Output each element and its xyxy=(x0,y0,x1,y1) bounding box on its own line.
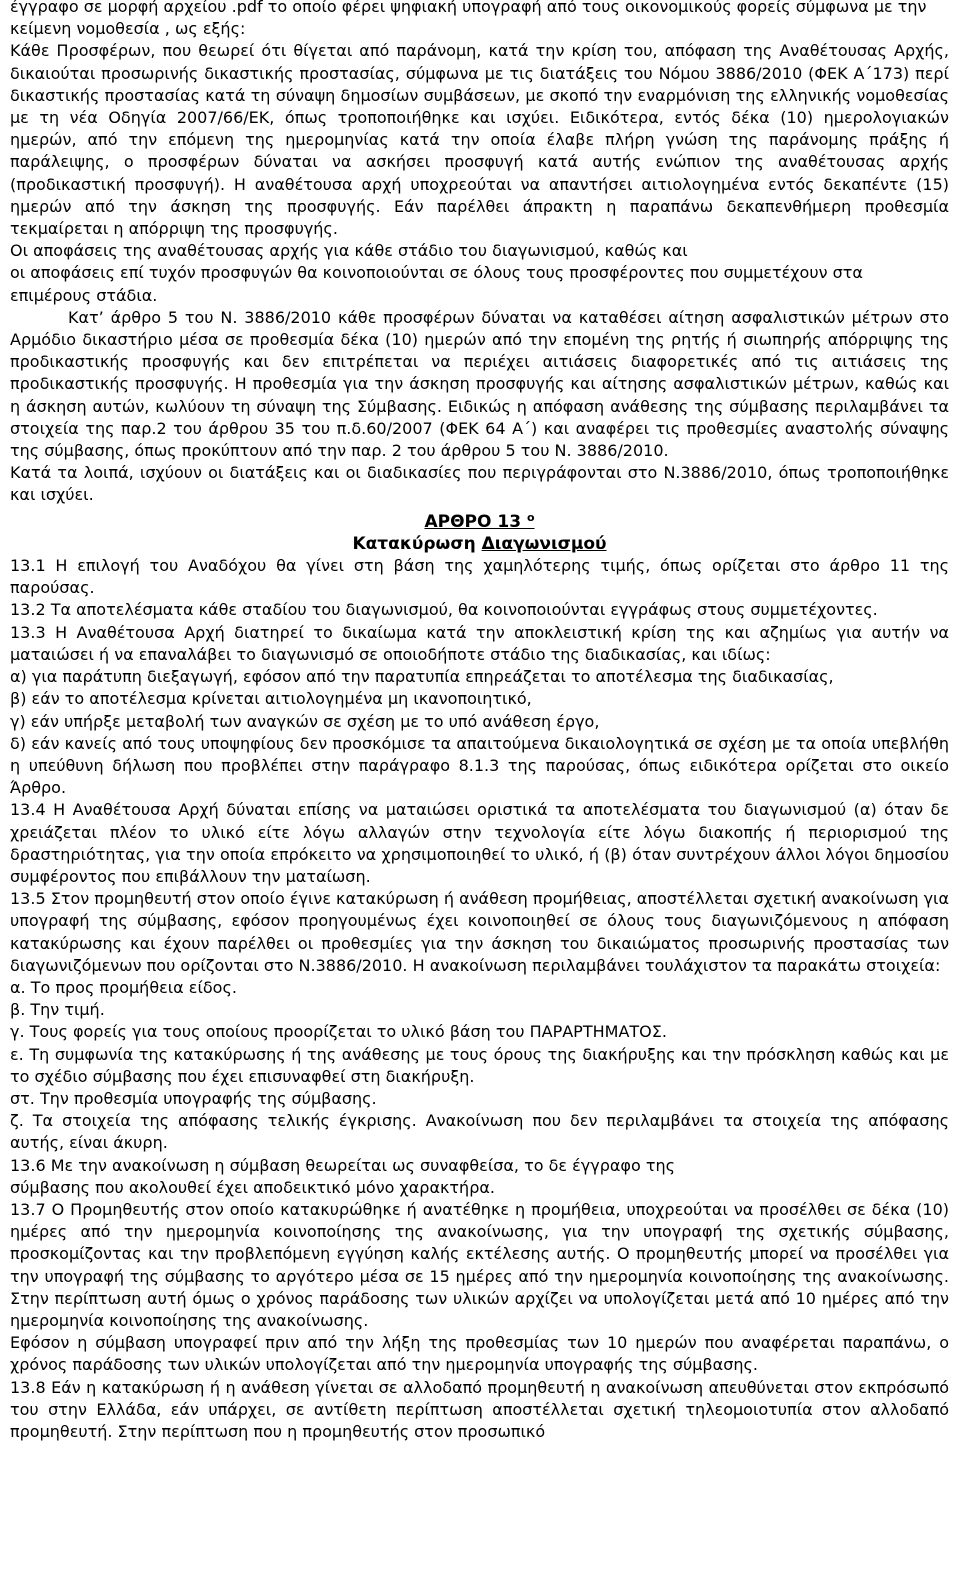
paragraph: 13.2 Τα αποτελέσματα κάθε σταδίου του διαγωνισμού, θα κοινοποιούνται εγγράφως στους συμμετέχοντες. xyxy=(10,600,878,620)
paragraph: ζ. Τα στοιχεία της απόφασης τελικής έγκρισης. Ανακοίνωση που δεν περιλαμβάνει τα στοιχεία της απόφασης αυτής, είναι άκυρη. xyxy=(10,1111,949,1153)
paragraph: γ. Τους φορείς για τους οποίους προορίζεται το υλικό βάση του ΠΑΡΑΡΤΗΜΑΤΟΣ. xyxy=(10,1022,667,1042)
article-number: ΑΡΘΡΟ 13 xyxy=(424,511,522,532)
paragraph: Οι αποφάσεις της αναθέτουσας αρχής για κάθε στάδιο του διαγωνισμού, καθώς και xyxy=(10,241,688,261)
paragraph: γ) εάν υπήρξε μεταβολή των αναγκών σε σχέση με το υπό ανάθεση έργο, xyxy=(10,711,600,731)
paragraph: ε. Τη συμφωνία της κατακύρωσης ή της ανάθεσης με τους όρους της διακήρυξης και την πρόσκληση καθώς και με το σχέδιο σύμβασης που έχει επισυναφθεί στη διακήρυξη. xyxy=(10,1044,949,1086)
paragraph: Εφόσον η σύμβαση υπογραφεί πριν από την λήξη της προθεσμίας των 10 ημερών που αναφέρεται παραπάνω, ο χρόνος παράδοσης των υλικών υπολογίζεται από την ημερομηνία υπογραφής της σύμβασης. xyxy=(10,1333,949,1375)
paragraph: 13.5 Στον προμηθευτή στον οποίο έγινε κατακύρωση ή ανάθεση προμήθειας, αποστέλλεται σχετική ανακοίνωση για υπογραφή της σύμβασης, εφόσον προηγουμένως έχει κοινοποιηθεί σε όλους τους διαγωνιζόμενους η απόφαση κατακύρωσης και έχουν παρέλθει οι προθεσμίες για την άσκηση του δικαιώματος προσωρινής προστασίας των διαγωνιζόμενων που ορίζονται στο Ν.3886/2010. Η ανακοίνωση περιλαμβάνει τουλάχιστον τα παρακάτω στοιχεία: xyxy=(10,889,949,975)
article-title-prefix: Κατακύρωση xyxy=(352,533,482,554)
paragraph: 13.3 Η Αναθέτουσα Αρχή διατηρεί το δικαίωμα κατά την αποκλειστική κρίση της και αζημίως για αυτήν να ματαιώσει ή να επαναλάβει το διαγωνισμό σε οποιοδήποτε στάδιο της διαδικασίας, και ιδίως: xyxy=(10,622,949,664)
paragraph: σύμβασης που ακολουθεί έχει αποδεικτικό μόνο χαρακτήρα. xyxy=(10,1177,495,1197)
paragraph: β. Την τιμή. xyxy=(10,1000,105,1020)
paragraph: 13.6 Με την ανακοίνωση η σύμβαση θεωρείται ως συναφθείσα, το δε έγγραφο της xyxy=(10,1155,676,1175)
paragraph: δ) εάν κανείς από τους υποψηφίους δεν προσκόμισε τα απαιτούμενα δικαιολογητικά σε σχέση με τα οποία υπεβλήθη η υπεύθυνη δήλωση που προβλέπει στην παράγραφο 8.1.3 της παρούσας, όπως ειδικότερα ορίζεται στο οικείο Άρθρο. xyxy=(10,733,949,798)
paragraph: οι αποφάσεις επί τυχόν προσφυγών θα κοινοποιούνται σε όλους τους προσφέροντες που συμμετέχουν στα επιμέρους στάδια. xyxy=(10,263,863,305)
article-number-suffix: ο xyxy=(526,510,535,524)
paragraph: Κατά τα λοιπά, ισχύουν οι διατάξεις και οι διαδικασίες που περιγράφονται στο Ν.3886/2010, όπως τροποποιήθηκε και ισχύει. xyxy=(10,463,949,505)
paragraph: 13.1 Η επιλογή του Αναδόχου θα γίνει στη βάση της χαμηλότερης τιμής, όπως ορίζεται στο άρθρο 11 της παρούσας. xyxy=(10,556,949,598)
paragraph: έγγραφο σε μορφή αρχείου .pdf το οποίο φέρει ψηφιακή υπογραφή από τους οικονομικούς φορείς σύμφωνα με την κείμενη νομοθεσία , ως εξής: xyxy=(10,0,927,39)
paragraph: 13.8 Εάν η κατακύρωση ή η ανάθεση γίνεται σε αλλοδαπό προμηθευτή η ανακοίνωση απευθύνεται στον εκπρόσωπό του στην Ελλάδα, εάν υπάρχει, σε αντίθετη περίπτωση αποστέλλεται σχετική τηλεομοιοτυπία στον αλλοδαπό προμηθευτή. Στην περίπτωση που η προμηθευτής στον προσωπικό xyxy=(10,1377,949,1441)
paragraph: Κατ’ άρθρο 5 του Ν. 3886/2010 κάθε προσφέρων δύναται να καταθέσει αίτηση ασφαλιστικών μέτρων στο Αρμόδιο δικαστήριο μέσα σε προθεσμία δέκα (10) ημερών από την επομένη της ρητής ή σιωπηρής απόρριψης της προδικαστικής προσφυγής και δεν επιτρέπεται να περιέχει αιτιάσεις διαφορετικές από τις αιτιάσεις της προδικαστικής προσφυγής. Η προθεσμία για την άσκηση προσφυγής και αίτησης ασφαλιστικών μέτρων, καθώς και η άσκηση αυτών, κωλύουν τη σύναψη της Σύμβασης. Ειδικώς η απόφαση ανάθεσης της σύμβασης περιλαμβάνει τα στοιχεία της παρ.2 του άρθρου 35 του π.δ.60/2007 (ΦΕΚ 64 Α΄) και αναφέρει τις προθεσμίες αναστολής σύναψης της σύμβασης, όπως προκύπτουν από την παρ. 2 του άρθρου 5 του Ν. 3886/2010. xyxy=(10,307,949,461)
article-title-underlined: Διαγωνισμού xyxy=(481,533,607,554)
article-title xyxy=(10,533,949,555)
paragraph: στ. Την προθεσμία υπογραφής της σύμβασης. xyxy=(10,1088,377,1108)
paragraph: 13.7 Ο Προμηθευτής στον οποίο κατακυρώθηκε ή ανατέθηκε η προμήθεια, υποχρεούται να προσέλθει σε δέκα (10) ημέρες από την ημερομηνία κοινοποίησης της ανακοίνωσης, για την υπογραφή της σχετικής σύμβασης, προσκομίζοντας και την προβλεπόμενη εγγύηση καλής εκτέλεσης αυτής. Ο προμηθευτής μπορεί να προσέλθει για την υπογραφή της σύμβασης το αργότερο μέσα σε 15 ημέρες από την ημερομηνία κοινοποίησης της ανακοίνωσης. Στην περίπτωση αυτή όμως ο χρόνος παράδοσης των υλικών αρχίζει να υπολογίζεται μετά από 10 ημέρες από την ημερομηνία κοινοποίησης της ανακοίνωσης. xyxy=(10,1199,949,1330)
paragraph: α) για παράτυπη διεξαγωγή, εφόσον από την παρατυπία επηρεάζεται το αποτέλεσμα της διαδικασίας, xyxy=(10,667,834,687)
paragraph: α. Το προς προμήθεια είδος. xyxy=(10,977,237,997)
document-body xyxy=(10,0,949,1443)
paragraphs-before-article xyxy=(10,0,949,507)
paragraph: 13.4 Η Αναθέτουσα Αρχή δύναται επίσης να ματαιώσει οριστικά τα αποτελέσματα του διαγωνισμού (α) όταν δε χρειάζεται πλέον το υλικό είτε λόγω αλλαγών στην τεχνολογία είτε λόγω διακοπής ή περιορισμού της δραστηριότητας, για την οποία επρόκειτο να χρησιμοποιηθεί το υλικό, ή (β) όταν συντρέχουν άλλοι λόγοι δημοσίου συμφέροντος που επιβάλλουν την ματαίωση. xyxy=(10,800,949,886)
paragraphs-after-article xyxy=(10,555,949,1443)
paragraph: β) εάν το αποτέλεσμα κρίνεται αιτιολογημένα μη ικανοποιητικό, xyxy=(10,689,532,709)
article-heading xyxy=(10,511,949,533)
paragraph: Κάθε Προσφέρων, που θεωρεί ότι θίγεται από παράνομη, κατά την κρίση του, απόφαση της Αναθέτουσας Αρχής, δικαιούται προσωρινής δικαστικής προστασίας, σύμφωνα με τις διατάξεις του Νόμου 3886/2010 (ΦΕΚ Α΄173) περί δικαστικής προστασίας κατά τη σύναψη δημοσίων συμβάσεων, με σκοπό την εναρμόνιση της ελληνικής νομοθεσίας με τη νέα Οδηγία 2007/66/ΕΚ, όπως τροποποιήθηκε και ισχύει. Ειδικότερα, εντός δέκα (10) ημερολογιακών ημερών, από την επόμενη της ημερομηνίας κατά την οποία έλαβε πλήρη γνώση της παράνομης πράξης ή παράλειψης, ο προσφέρων δύναται να ασκήσει προσφυγή κατά αυτής ενώπιον της αναθέτουσας αρχής (προδικαστική προσφυγή). Η αναθέτουσα αρχή υποχρεούται να απαντήσει αιτιολογημένα εντός δεκαπέντε (15) ημερών από την άσκηση της προσφυγής. Εάν παρέλθει άπρακτη η παραπάνω δεκαπενθήμερη προθεσμία τεκμαίρεται η απόρριψη της προσφυγής. xyxy=(10,41,949,239)
